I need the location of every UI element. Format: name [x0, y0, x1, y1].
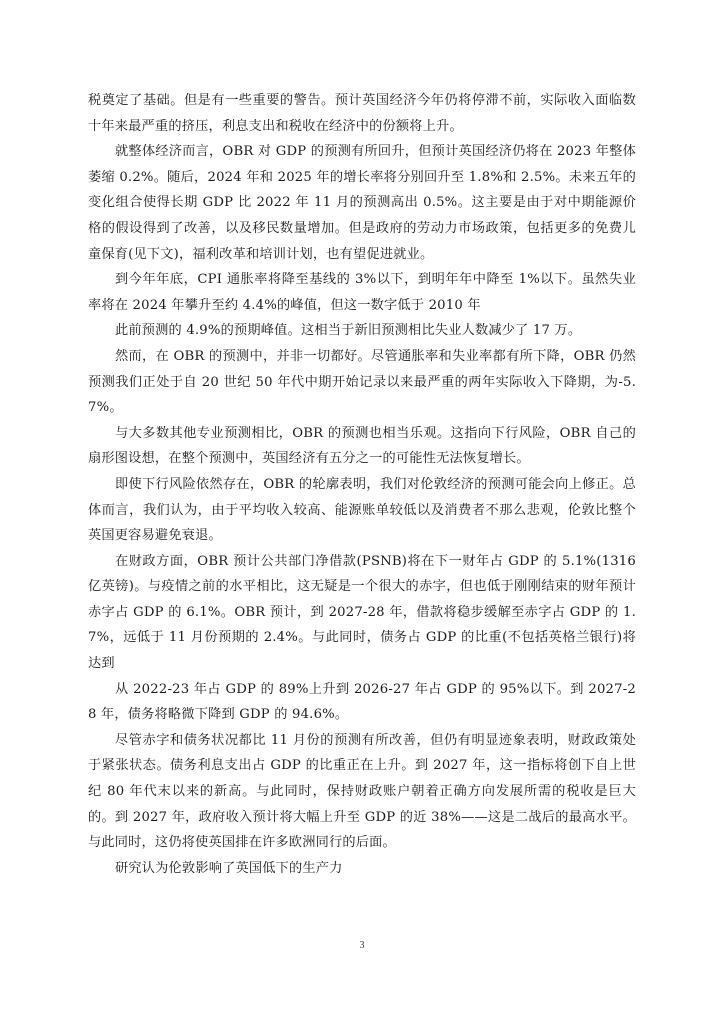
paragraph-8: 在财政方面，OBR 预计公共部门净借款(PSNB)将在下一财年占 GDP 的 5.1%(1316 亿英镑)。与疫情之前的水平相比，这无疑是一个很大的赤字，但也低于刚刚结束的财年预计赤字占 GDP 的 6.1%。OBR 预计，到 2027-28 年，借款将稳步缓解至赤字占 GDP 的 1.7%，远低于 11 月份预期的 2.4%。与此同时，债务占 GDP 的比重(不包括英格兰银行)将达到 [88, 553, 636, 672]
paragraph-3: 到今年年底，CPI 通胀率将降至基线的 3%以下，到明年年中降至 1%以下。虽然失业率将在 2024 年攀升至约 4.4%的峰值，但这一数字低于 2010 年 [88, 272, 636, 313]
section-heading: 研究认为伦敦影响了英国低下的生产力 [115, 860, 343, 876]
paragraph-7: 即使下行风险依然存在，OBR 的轮廓表明，我们对伦敦经济的预测可能会向上修正。总体而言，我们认为，由于平均收入较高、能源账单较低以及消费者不那么悲观，伦敦比整个英国更容易避免衰退。 [88, 476, 636, 544]
paragraph-9: 从 2022-23 年占 GDP 的 89%上升到 2026-27 年占 GDP 的 95%以下。到 2027-28 年，债务将略微下降到 GDP 的 94.6%。 [88, 681, 636, 723]
paragraph-4: 此前预测的 4.9%的预期峰值。这相当于新旧预测相比失业人数减少了 17 万。 [115, 323, 582, 339]
body-text [88, 88, 636, 881]
paragraph-2: 就整体经济而言，OBR 对 GDP 的预测有所回升，但预计英国经济仍将在 2023 年整体萎缩 0.2%。随后，2024 年和 2025 年的增长率将分别回升至 1.8%和 2.5%。未来五年的变化组合使得长期 GDP 比 2022 年 11 月的预测高出 0.5%。这主要是由于对中期能源价格的假设得到了改善，以及移民数量增加。但是政府的劳动力市场政策，包括更多的免费儿童保育(见下文)，福利改革和培训计划，也有望促进就业。 [88, 144, 636, 262]
paragraph-6: 与大多数其他专业预测相比，OBR 的预测也相当乐观。这指向下行风险，OBR 自己的扇形图设想，在整个预测中，英国经济有五分之一的可能性无法恢复增长。 [88, 425, 636, 467]
paragraph-1: 税奠定了基础。但是有一些重要的警告。预计英国经济今年仍将停滞不前，实际收入面临数十年来最严重的挤压，利息支出和税收在经济中的份额将上升。 [88, 93, 636, 134]
paragraph-5: 然而，在 OBR 的预测中，并非一切都好。尽管通胀率和失业率都有所下降，OBR 仍然预测我们正处于自 20 世纪 50 年代中期开始记录以来最严重的两年实际收入下降期，为-5.7%。 [88, 348, 636, 416]
page-number: 3 [359, 940, 365, 951]
paragraph-10: 尽管赤字和债务状况都比 11 月份的预测有所改善，但仍有明显迹象表明，财政政策处于紧张状态。债务利息支出占 GDP 的比重正在上升。到 2027 年，这一指标将创下自上世纪 80 年代末以来的新高。与此同时，保持财政账户朝着正确方向发展所需的税收是巨大的。到 2027 年，政府收入预计将大幅上升至 GDP 的近 38%——这是二战后的最高水平。与此同时，这仍将使英国排在许多欧洲同行的后面。 [88, 732, 636, 851]
